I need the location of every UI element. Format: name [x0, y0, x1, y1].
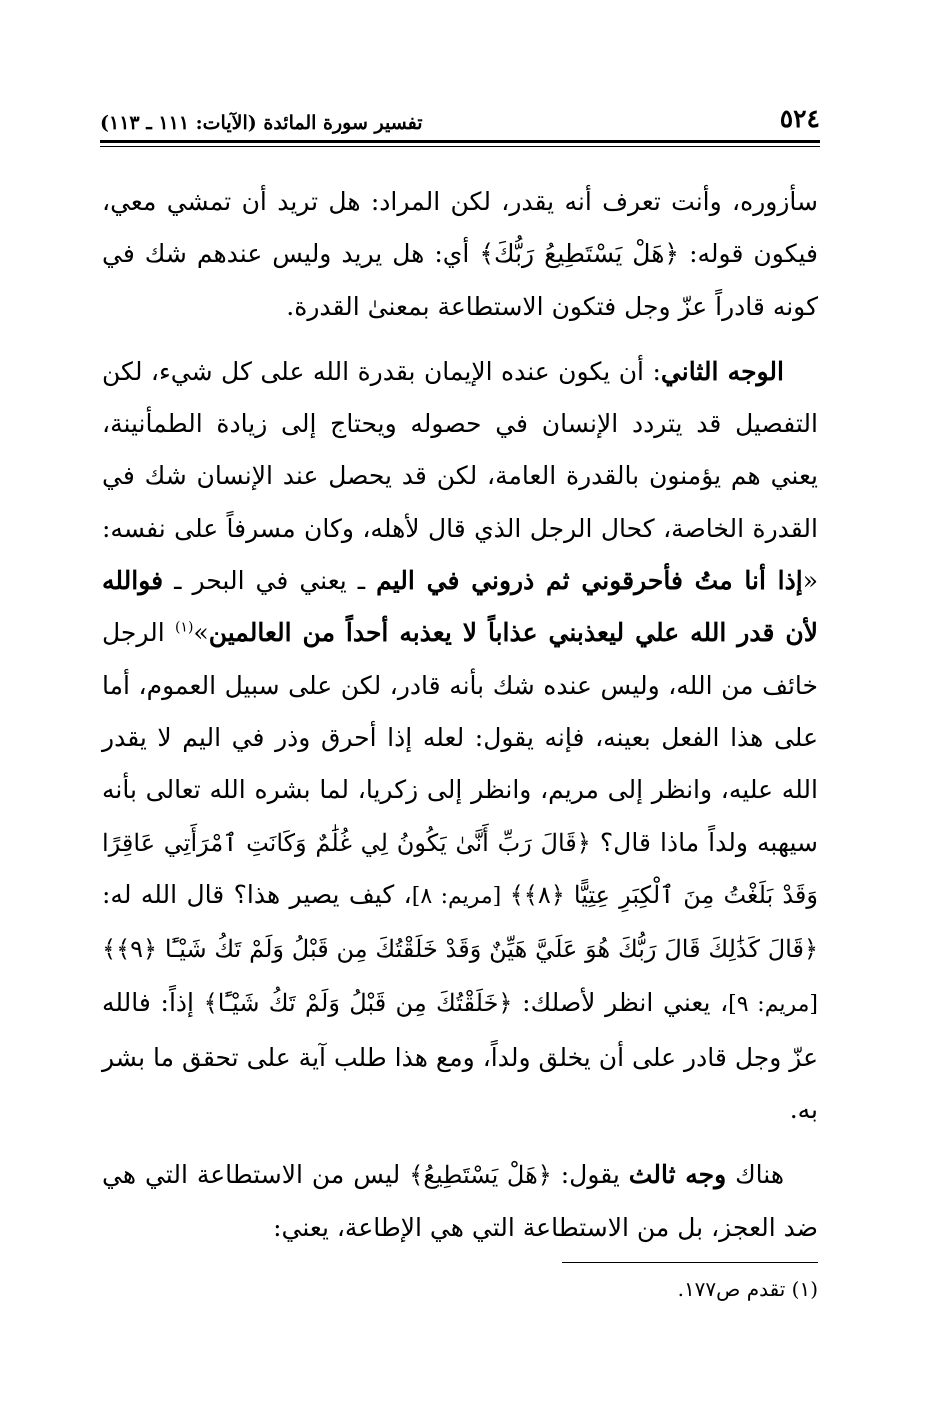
- text-run: هناك: [726, 1160, 785, 1190]
- text-run: ليس من الاستطاعة التي هي ضد العجز، بل من الاستطاعة التي هي الإطاعة، يعني:: [102, 1160, 818, 1242]
- body-text: [102, 176, 818, 1254]
- quran-verse-3: ﴿خَلَقْتُكَ مِن قَبْلُ وَلَمْ تَكُ شَيْـًٔا﴾: [203, 989, 513, 1018]
- third-aspect-heading: وجه ثالث: [628, 1160, 727, 1190]
- footnote: (١) تقدم ص١٧٧.: [677, 1277, 818, 1301]
- text-run: يقول:: [551, 1160, 629, 1190]
- header-rule-thick: [100, 140, 820, 143]
- paragraph-1: سأزوره، وأنت تعرف أنه يقدر، لكن المراد: هل تريد أن تمشي معي، فيكون قوله: ﴿هَلْ يَسْتَطِيعُ رَبُّكَ﴾ أي: هل يريد وليس عندهم شك في كونه قادراً عزّ وجل فتكون الاستطاعة بمعنىٰ القدرة.: [102, 187, 818, 321]
- text-run: الرجل خائف من الله، وليس عنده شك بأنه قادر، لكن على سبيل العموم، أما على هذا الفعل بعينه، فإنه يقول: لعله إذا أحرق وذر في اليم لا يقدر الله عليه، وانظر إلى مريم، وانظر إلى زكريا، لما بشره الله تعالى بأنه سيهبه ولداً ماذا قال؟: [102, 618, 818, 857]
- text-run: إذاً: فالله عزّ وجل قادر على أن يخلق ولداً، ومع هذا طلب آية على تحقق ما بشر به.: [102, 988, 818, 1125]
- paragraph-3: [102, 1149, 818, 1254]
- verse-reference-1: [مريم: ٨]: [411, 883, 510, 909]
- second-aspect-heading: الوجه الثاني: [660, 356, 784, 386]
- running-title: تفسير سورة المائدة (الآيات: ١١١ ـ ١١٣): [100, 112, 423, 134]
- verse-reference-2: [مريم: ٩]: [728, 992, 818, 1018]
- quran-verse-1: ﴿قَالَ رَبِّ أَنَّىٰ يَكُونُ لِي غُلَٰمٌ وَكَانَتِ ٱمْرَأَتِي عَاقِرًا وَقَدْ بَلَغْتُ مِنَ ٱلْكِبَرِ عِتِيًّا ﴿٨﴾﴾: [102, 828, 818, 909]
- footnote-separator: [562, 1262, 818, 1263]
- page-number: ٥٢٤: [779, 104, 820, 133]
- text-run: ـ يعني في البحر ـ: [163, 566, 377, 596]
- quran-verse-2: ﴿قَالَ كَذَٰلِكَ قَالَ رَبُّكَ هُوَ عَلَيَّ هَيِّنٌ وَقَدْ خَلَقْتُكَ مِن قَبْلُ وَلَمْ تَكُ شَيْـًٔا ﴿٩﴾﴾: [102, 935, 818, 964]
- header-rule-thin: [100, 146, 820, 147]
- page-header: [100, 100, 820, 146]
- text-run: »: [193, 618, 209, 648]
- paragraph-2: [102, 346, 818, 1136]
- text-run: ، يعني انظر لأصلك:: [512, 988, 729, 1018]
- text-run: ، كيف يصير هذا؟ قال الله له:: [102, 879, 412, 909]
- hadith-quote-1: إذا أنا متُ فأحرقوني ثم ذروني في اليم: [376, 566, 803, 596]
- footnote-reference: (١): [174, 620, 194, 637]
- quran-verse-4: ﴿هَلْ يَسْتَطِيعُ﴾: [409, 1161, 552, 1190]
- text-run: : أن يكون عنده الإيمان بقدرة الله على كل شيء، لكن التفصيل قد يتردد الإنسان في حصوله ويحتاج إلى زيادة الطمأنينة، يعني هم يؤمنون بالقدرة العامة، لكن قد يحصل عند الإنسان شك في القدرة الخاصة، كحال الرجل الذي قال لأهله، وكان مسرفاً على نفسه: «: [102, 356, 819, 596]
- hadith-quote-2: فوالله لأن قدر الله علي ليعذبني عذاباً لا يعذبه أحداً من العالمين: [102, 566, 818, 648]
